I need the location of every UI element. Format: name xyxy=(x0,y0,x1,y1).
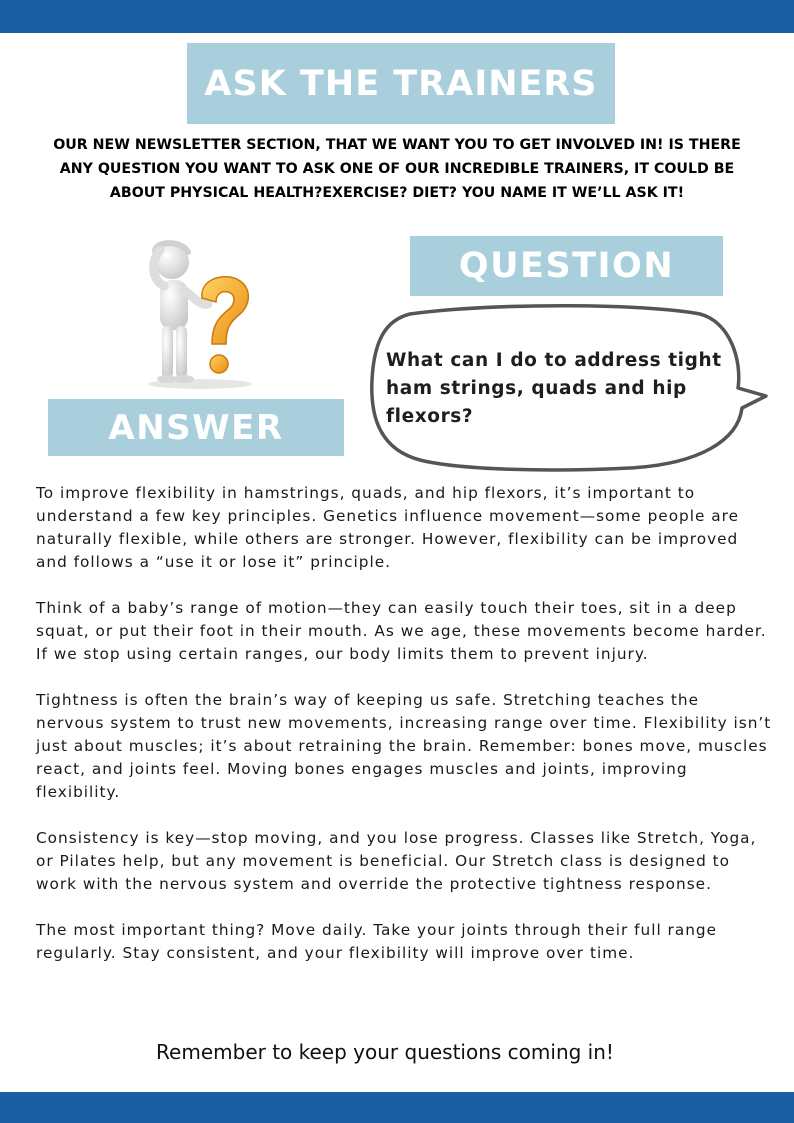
question-label: QUESTION xyxy=(458,246,675,286)
page-title: ASK THE TRAINERS xyxy=(204,63,598,104)
intro-text: OUR NEW NEWSLETTER SECTION, THAT WE WANT YOU TO GET INVOLVED IN! IS THERE ANY QUESTION YOU WANT TO ASK ONE OF OUR INCREDIBLE TRAINERS, IT COULD BE ABOUT PHYSICAL HEALTH?EXERCISE? DIET? YOU NAME IT WE’LL ASK IT! xyxy=(53,137,741,201)
question-text: What can I do to address tight ham strings, quads and hip flexors? xyxy=(386,350,722,427)
answer-paragraph: To improve flexibility in hamstrings, quads, and hip flexors, it’s important to understand a few key principles. Genetics influence movement—some people are naturally flexible, while others are stronger. However, flexibility can be improved and follows a “use it or lose it” principle. xyxy=(36,484,740,571)
answer-label: ANSWER xyxy=(108,407,284,448)
title-banner xyxy=(187,43,615,124)
answer-banner xyxy=(48,399,344,456)
closing-message: Remember to keep your questions coming in! xyxy=(156,1040,614,1064)
bottom-banner-bar xyxy=(0,1092,794,1123)
answer-paragraph: Tightness is often the brain’s way of keeping us safe. Stretching teaches the nervous system to trust new movements, increasing range over time. Flexibility isn’t just about muscles; it’s about retraining the brain. Remember: bones move, muscles react, and joints feel. Moving bones engages muscles and joints, improving flexibility. xyxy=(36,691,772,801)
answer-paragraph: Consistency is key—stop moving, and you lose progress. Classes like Stretch, Yoga, or Pilates help, but any movement is beneficial. Our Stretch class is designed to work with the nervous system and override the protective tightness response. xyxy=(36,829,757,893)
top-banner-bar xyxy=(0,0,794,33)
thinking-person-icon xyxy=(130,240,270,390)
answer-body xyxy=(36,482,772,988)
question-banner xyxy=(410,236,723,296)
answer-paragraph: The most important thing? Move daily. Take your joints through their full range regularly. Stay consistent, and your flexibility will improve over time. xyxy=(36,921,718,962)
answer-paragraph: Think of a baby’s range of motion—they can easily touch their toes, sit in a deep squat, or put their foot in their mouth. As we age, these movements become harder. If we stop using certain ranges, our body limits them to prevent injury. xyxy=(36,599,767,663)
